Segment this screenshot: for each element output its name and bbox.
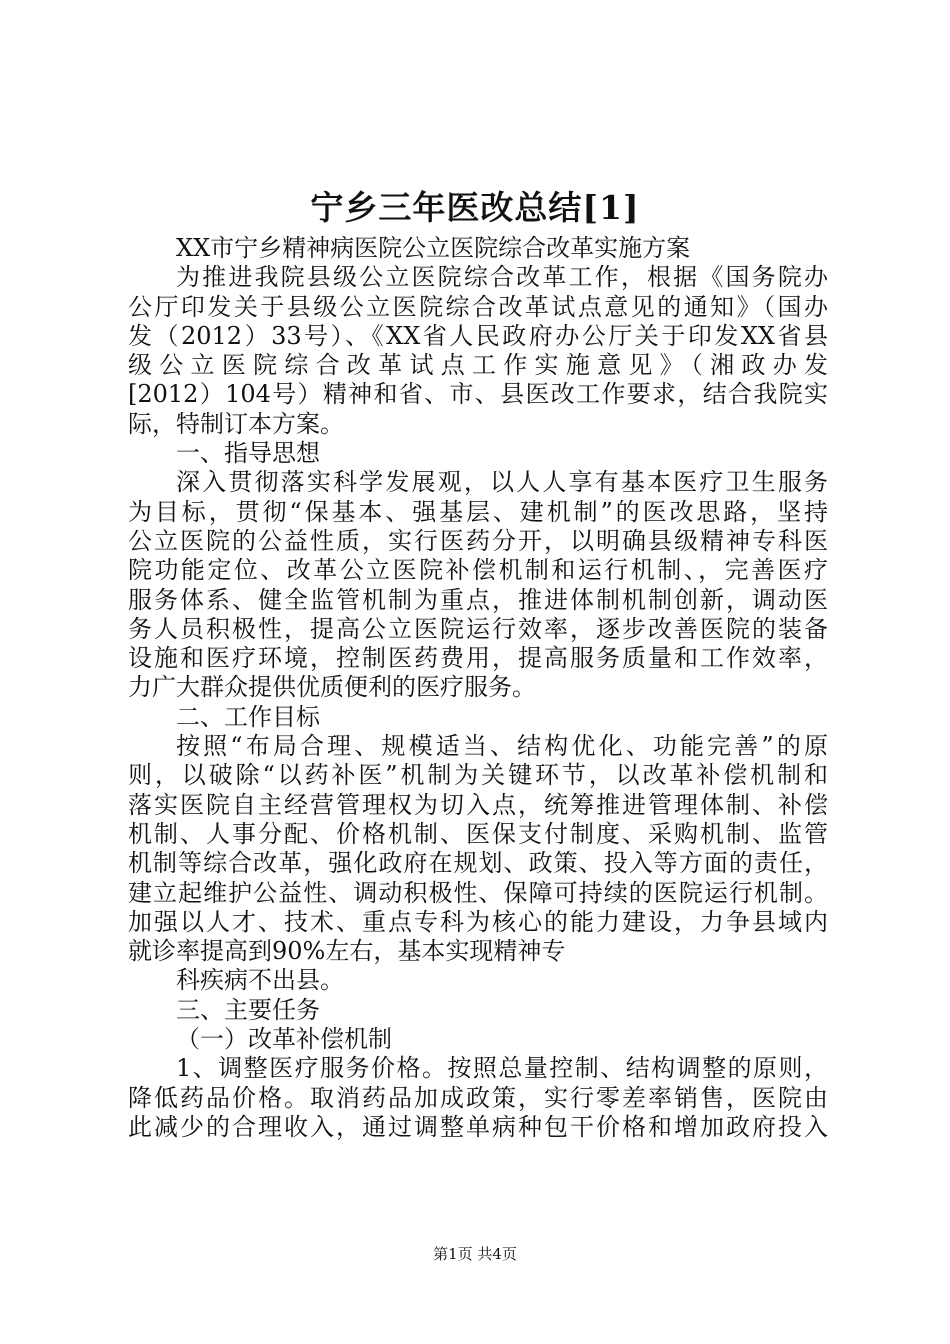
- paragraph-line: 际，特制订本方案。: [128, 409, 344, 438]
- paragraph-line: 公立医院的公益性质，实行医药分开，以明确县级精神专科医: [128, 526, 828, 555]
- paragraph-line: 落实医院自主经营管理权为切入点，统筹推进管理体制、补偿: [128, 790, 828, 819]
- paragraph-line: 建立起维护公益性、调动积极性、保障可持续的医院运行机制。: [128, 878, 828, 907]
- paragraph-line: 为推进我院县级公立医院综合改革工作，根据《国务院办: [176, 263, 828, 292]
- paragraph-line: 此减少的合理收入，通过调整单病种包干价格和增加政府投入: [128, 1112, 828, 1141]
- section-heading: 三、主要任务: [176, 995, 320, 1024]
- paragraph-line: 院功能定位、改革公立医院补偿机制和运行机制、，完善医疗: [128, 556, 828, 585]
- paragraph-line: 加强以人才、技术、重点专科为核心的能力建设，力争县域内: [128, 907, 828, 936]
- paragraph-line: 深入贯彻落实科学发展观，以人人享有基本医疗卫生服务: [176, 468, 828, 497]
- paragraph-line: 1、调整医疗服务价格。按照总量控制、结构调整的原则，: [176, 1054, 828, 1083]
- paragraph-line: 服务体系、健全监管机制为重点，推进体制机制创新，调动医: [128, 585, 828, 614]
- section-heading: 二、工作目标: [176, 702, 320, 731]
- paragraph-line: [2012）104号）精神和省、市、县医改工作要求，结合我院实: [128, 380, 828, 409]
- paragraph-line: 设施和医疗环境，控制医药费用，提高服务质量和工作效率，: [128, 644, 828, 673]
- paragraph-line: 机制、人事分配、价格机制、医保支付制度、采购机制、监管: [128, 819, 828, 848]
- paragraph-line: 公厅印发关于县级公立医院综合改革试点意见的通知》（国办: [128, 292, 828, 321]
- paragraph-line: 发（2012）33号）、《XX省人民政府办公厅关于印发XX省县: [128, 321, 828, 350]
- page-title: 宁乡三年医改总结[1]: [310, 188, 640, 227]
- paragraph-line: 级公立医院综合改革试点工作实施意见》（湘政办发: [128, 351, 828, 380]
- paragraph-line: 科疾病不出县。: [176, 966, 344, 995]
- document-body: [128, 234, 828, 1142]
- paragraph-line: 就诊率提高到90%左右，基本实现精神专: [128, 937, 566, 966]
- paragraph-line: 降低药品价格。取消药品加成政策，实行零差率销售，医院由: [128, 1083, 828, 1112]
- page-footer: 第1页 共4页: [433, 1245, 517, 1263]
- paragraph-line: 则，以破除“以药补医”机制为关键环节，以改革补偿机制和: [128, 761, 828, 790]
- section-heading: 一、指导思想: [176, 439, 320, 468]
- subsection-heading: （一）改革补偿机制: [176, 1025, 392, 1054]
- subtitle-line: XX市宁乡精神病医院公立医院综合改革实施方案: [176, 234, 691, 262]
- paragraph-line: 按照“布局合理、规模适当、结构优化、功能完善”的原: [176, 732, 828, 761]
- paragraph-line: 为目标，贯彻“保基本、强基层、建机制”的医改思路，坚持: [128, 497, 828, 526]
- paragraph-line: 机制等综合改革，强化政府在规划、政策、投入等方面的责任，: [128, 849, 828, 878]
- paragraph-line: 务人员积极性，提高公立医院运行效率，逐步改善医院的装备: [128, 614, 828, 643]
- paragraph-line: 力广大群众提供优质便利的医疗服务。: [128, 673, 536, 702]
